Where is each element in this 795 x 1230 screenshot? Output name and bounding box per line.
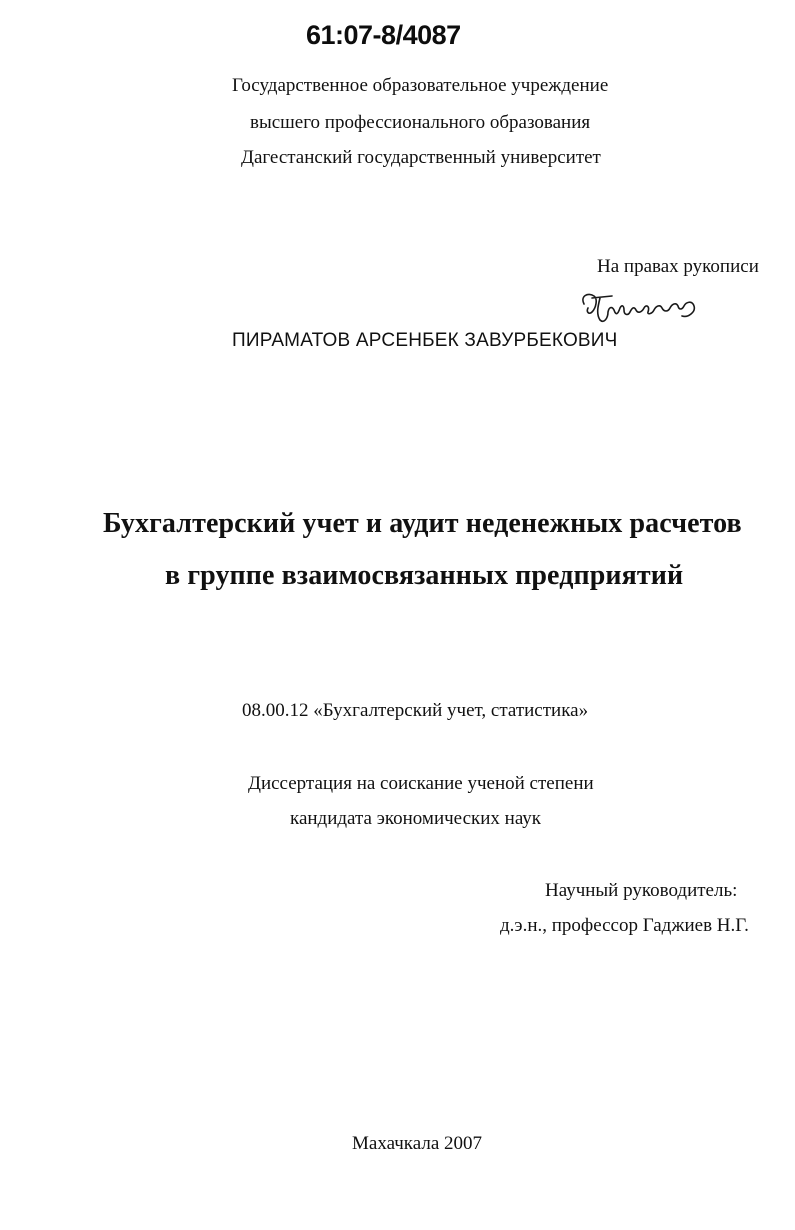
catalog-stamp-number: 61:07-8/4087 — [306, 20, 461, 50]
thesis-title-line-1: Бухгалтерский учет и аудит неденежных расчетов — [103, 508, 742, 539]
institution-line-3: Дагестанский государственный университет — [241, 147, 601, 168]
advisor-label: Научный руководитель: — [545, 880, 738, 901]
specialty-code: 08.00.12 «Бухгалтерский учет, статистика» — [242, 700, 589, 721]
degree-line-2: кандидата экономических наук — [290, 808, 542, 829]
author-name: ПИРАМАТОВ АРСЕНБЕК ЗАВУРБЕКОВИЧ — [232, 330, 618, 351]
degree-line-1: Диссертация на соискание ученой степени — [248, 773, 594, 794]
thesis-title-line-2: в группе взаимосвязанных предприятий — [165, 560, 684, 591]
institution-line-1: Государственное образовательное учреждение — [232, 75, 609, 96]
advisor-name: д.э.н., профессор Гаджиев Н.Г. — [500, 915, 749, 936]
city-and-year: Махачкала 2007 — [352, 1133, 483, 1154]
manuscript-rights-note: На правах рукописи — [597, 256, 759, 277]
institution-line-2: высшего профессионального образования — [250, 112, 591, 133]
